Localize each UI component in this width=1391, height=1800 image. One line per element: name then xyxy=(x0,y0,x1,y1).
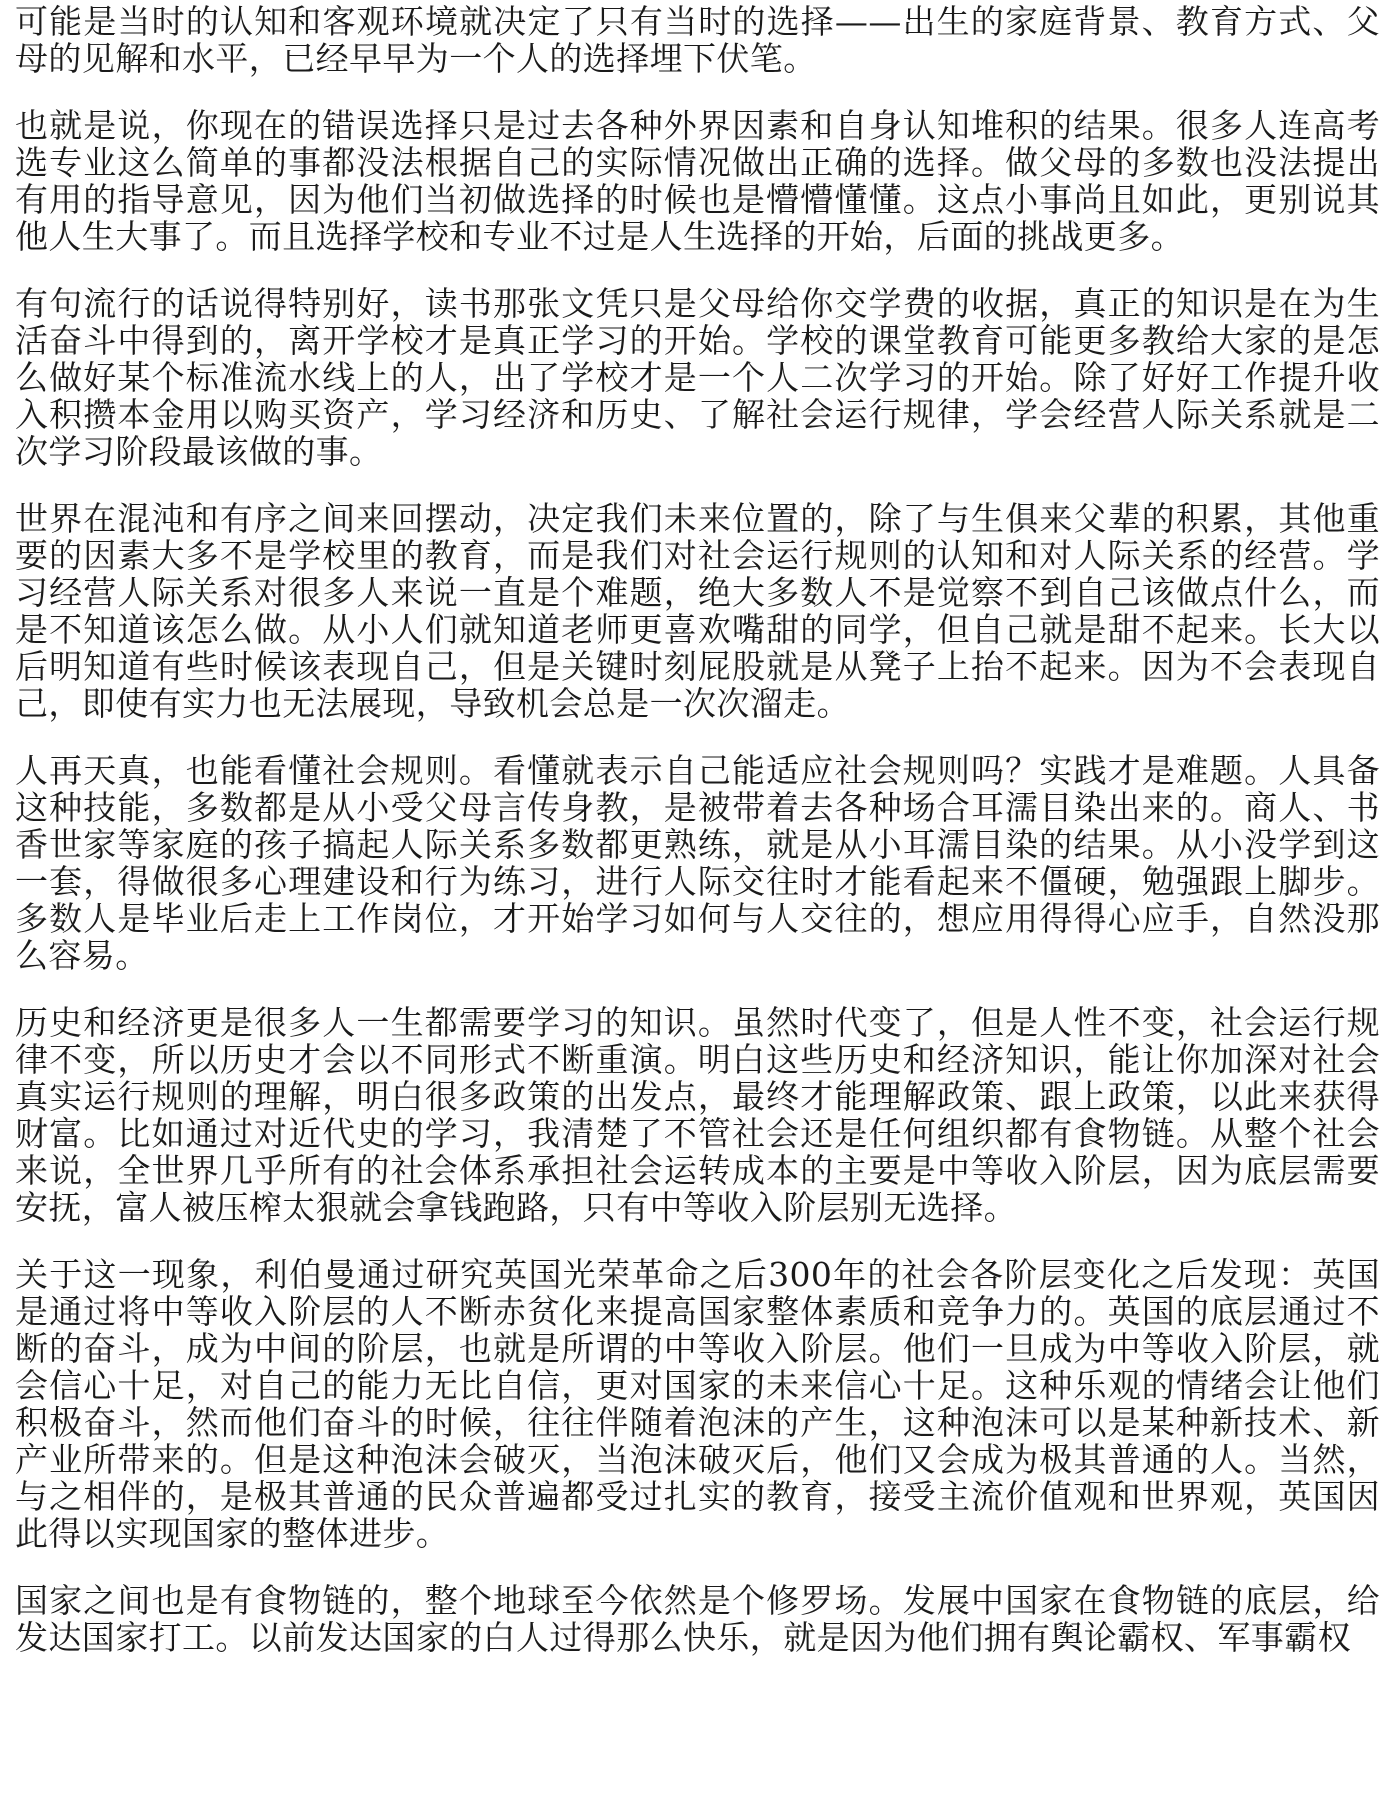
paragraph-4: 世界在混沌和有序之间来回摆动，决定我们未来位置的，除了与生俱来父辈的积累，其他重要的因素大多不是学校里的教育，而是我们对社会运行规则的认知和对人际关系的经营。学习经营人际关系对很多人来说一直是个难题，绝大多数人不是觉察不到自己该做点什么，而是不知道该怎么做。从小人们就知道老师更喜欢嘴甜的同学，但自己就是甜不起来。长大以后明知道有些时候该表现自己，但是关键时刻屁股就是从凳子上抬不起来。因为不会表现自己，即使有实力也无法展现，导致机会总是一次次溜走。 xyxy=(15,499,1380,723)
paragraph-7: 关于这一现象，利伯曼通过研究英国光荣革命之后300年的社会各阶层变化之后发现：英国是通过将中等收入阶层的人不断赤贫化来提高国家整体素质和竞争力的。英国的底层通过不断的奋斗，成为中间的阶层，也就是所谓的中等收入阶层。他们一旦成为中等收入阶层，就会信心十足，对自己的能力无比自信，更对国家的未来信心十足。这种乐观的情绪会让他们积极奋斗，然而他们奋斗的时候，往往伴随着泡沫的产生，这种泡沫可以是某种新技术、新产业所带来的。但是这种泡沫会破灭，当泡沫破灭后，他们又会成为极其普通的人。当然，与之相伴的，是极其普通的民众普遍都受过扎实的教育，接受主流价值观和世界观，英国因此得以实现国家的整体进步。 xyxy=(15,1255,1380,1553)
paragraph-6: 历史和经济更是很多人一生都需要学习的知识。虽然时代变了，但是人性不变，社会运行规律不变，所以历史才会以不同形式不断重演。明白这些历史和经济知识，能让你加深对社会真实运行规则的理解，明白很多政策的出发点，最终才能理解政策、跟上政策，以此来获得财富。比如通过对近代史的学习，我清楚了不管社会还是任何组织都有食物链。从整个社会来说，全世界几乎所有的社会体系承担社会运转成本的主要是中等收入阶层，因为底层需要安抚，富人被压榨太狠就会拿钱跑路，只有中等收入阶层别无选择。 xyxy=(15,1003,1380,1227)
paragraph-3: 有句流行的话说得特别好，读书那张文凭只是父母给你交学费的收据，真正的知识是在为生活奋斗中得到的，离开学校才是真正学习的开始。学校的课堂教育可能更多教给大家的是怎么做好某个标准流水线上的人，出了学校才是一个人二次学习的开始。除了好好工作提升收入积攒本金用以购买资产，学习经济和历史、了解社会运行规律，学会经营人际关系就是二次学习阶段最该做的事。 xyxy=(15,284,1380,471)
document-page xyxy=(15,0,1380,1800)
paragraph-2: 也就是说，你现在的错误选择只是过去各种外界因素和自身认知堆积的结果。很多人连高考选专业这么简单的事都没法根据自己的实际情况做出正确的选择。做父母的多数也没法提出有用的指导意见，因为他们当初做选择的时候也是懵懵懂懂。这点小事尚且如此，更别说其他人生大事了。而且选择学校和专业不过是人生选择的开始，后面的挑战更多。 xyxy=(15,106,1380,256)
paragraph-1: 可能是当时的认知和客观环境就决定了只有当时的选择——出生的家庭背景、教育方式、父母的见解和水平，已经早早为一个人的选择埋下伏笔。 xyxy=(15,2,1380,78)
paragraph-5: 人再天真，也能看懂社会规则。看懂就表示自己能适应社会规则吗？实践才是难题。人具备这种技能，多数都是从小受父母言传身教，是被带着去各种场合耳濡目染出来的。商人、书香世家等家庭的孩子搞起人际关系多数都更熟练，就是从小耳濡目染的结果。从小没学到这一套，得做很多心理建设和行为练习，进行人际交往时才能看起来不僵硬，勉强跟上脚步。多数人是毕业后走上工作岗位，才开始学习如何与人交往的，想应用得得心应手，自然没那么容易。 xyxy=(15,751,1380,975)
paragraph-8: 国家之间也是有食物链的，整个地球至今依然是个修罗场。发展中国家在食物链的底层，给发达国家打工。以前发达国家的白人过得那么快乐，就是因为他们拥有舆论霸权、军事霸权 xyxy=(15,1581,1380,1657)
